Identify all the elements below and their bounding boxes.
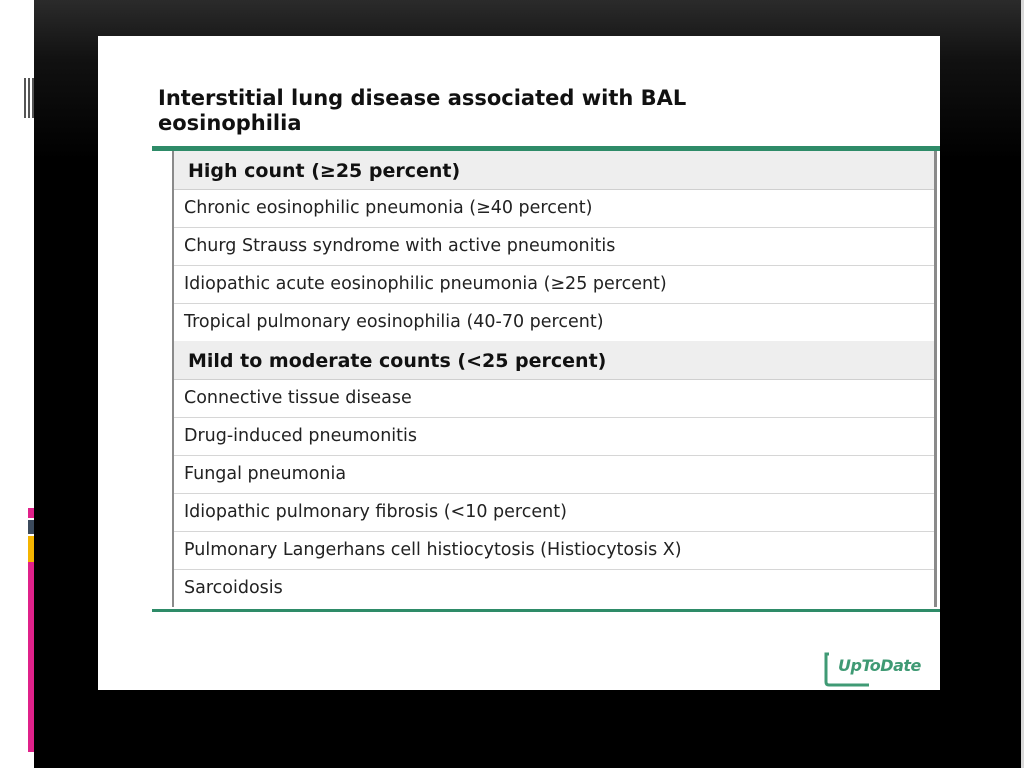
table-row: Idiopathic acute eosinophilic pneumonia (≥25 percent) <box>174 266 934 304</box>
table-row: Connective tissue disease <box>174 380 934 418</box>
table-row: Drug-induced pneumonitis <box>174 418 934 456</box>
uptodate-logo-text: UpToDate <box>838 656 921 675</box>
slide-decoration-lines <box>24 78 34 118</box>
title-line-1: Interstitial lung disease associated with BAL <box>158 86 687 110</box>
title-line-2: eosinophilia <box>158 111 302 135</box>
table-row: Idiopathic pulmonary fibrosis (<10 percent) <box>174 494 934 532</box>
uptodate-logo <box>823 652 938 688</box>
bottom-rule <box>152 609 940 612</box>
disease-table <box>172 151 937 607</box>
background-slide-strip <box>0 0 34 768</box>
document-title <box>158 86 858 136</box>
table-row: Pulmonary Langerhans cell histiocytosis (Histiocytosis X) <box>174 532 934 570</box>
table-row: Fungal pneumonia <box>174 456 934 494</box>
table-row: Sarcoidosis <box>184 578 283 598</box>
section-heading-mild-moderate: Mild to moderate counts (<25 percent) <box>174 341 934 380</box>
table-row: Tropical pulmonary eosinophilia (40-70 percent) <box>184 312 604 332</box>
table-row: Chronic eosinophilic pneumonia (≥40 percent) <box>174 190 934 228</box>
table-row: Churg Strauss syndrome with active pneumonitis <box>174 228 934 266</box>
document-card <box>98 36 940 690</box>
section-heading-high-count: High count (≥25 percent) <box>174 151 934 190</box>
